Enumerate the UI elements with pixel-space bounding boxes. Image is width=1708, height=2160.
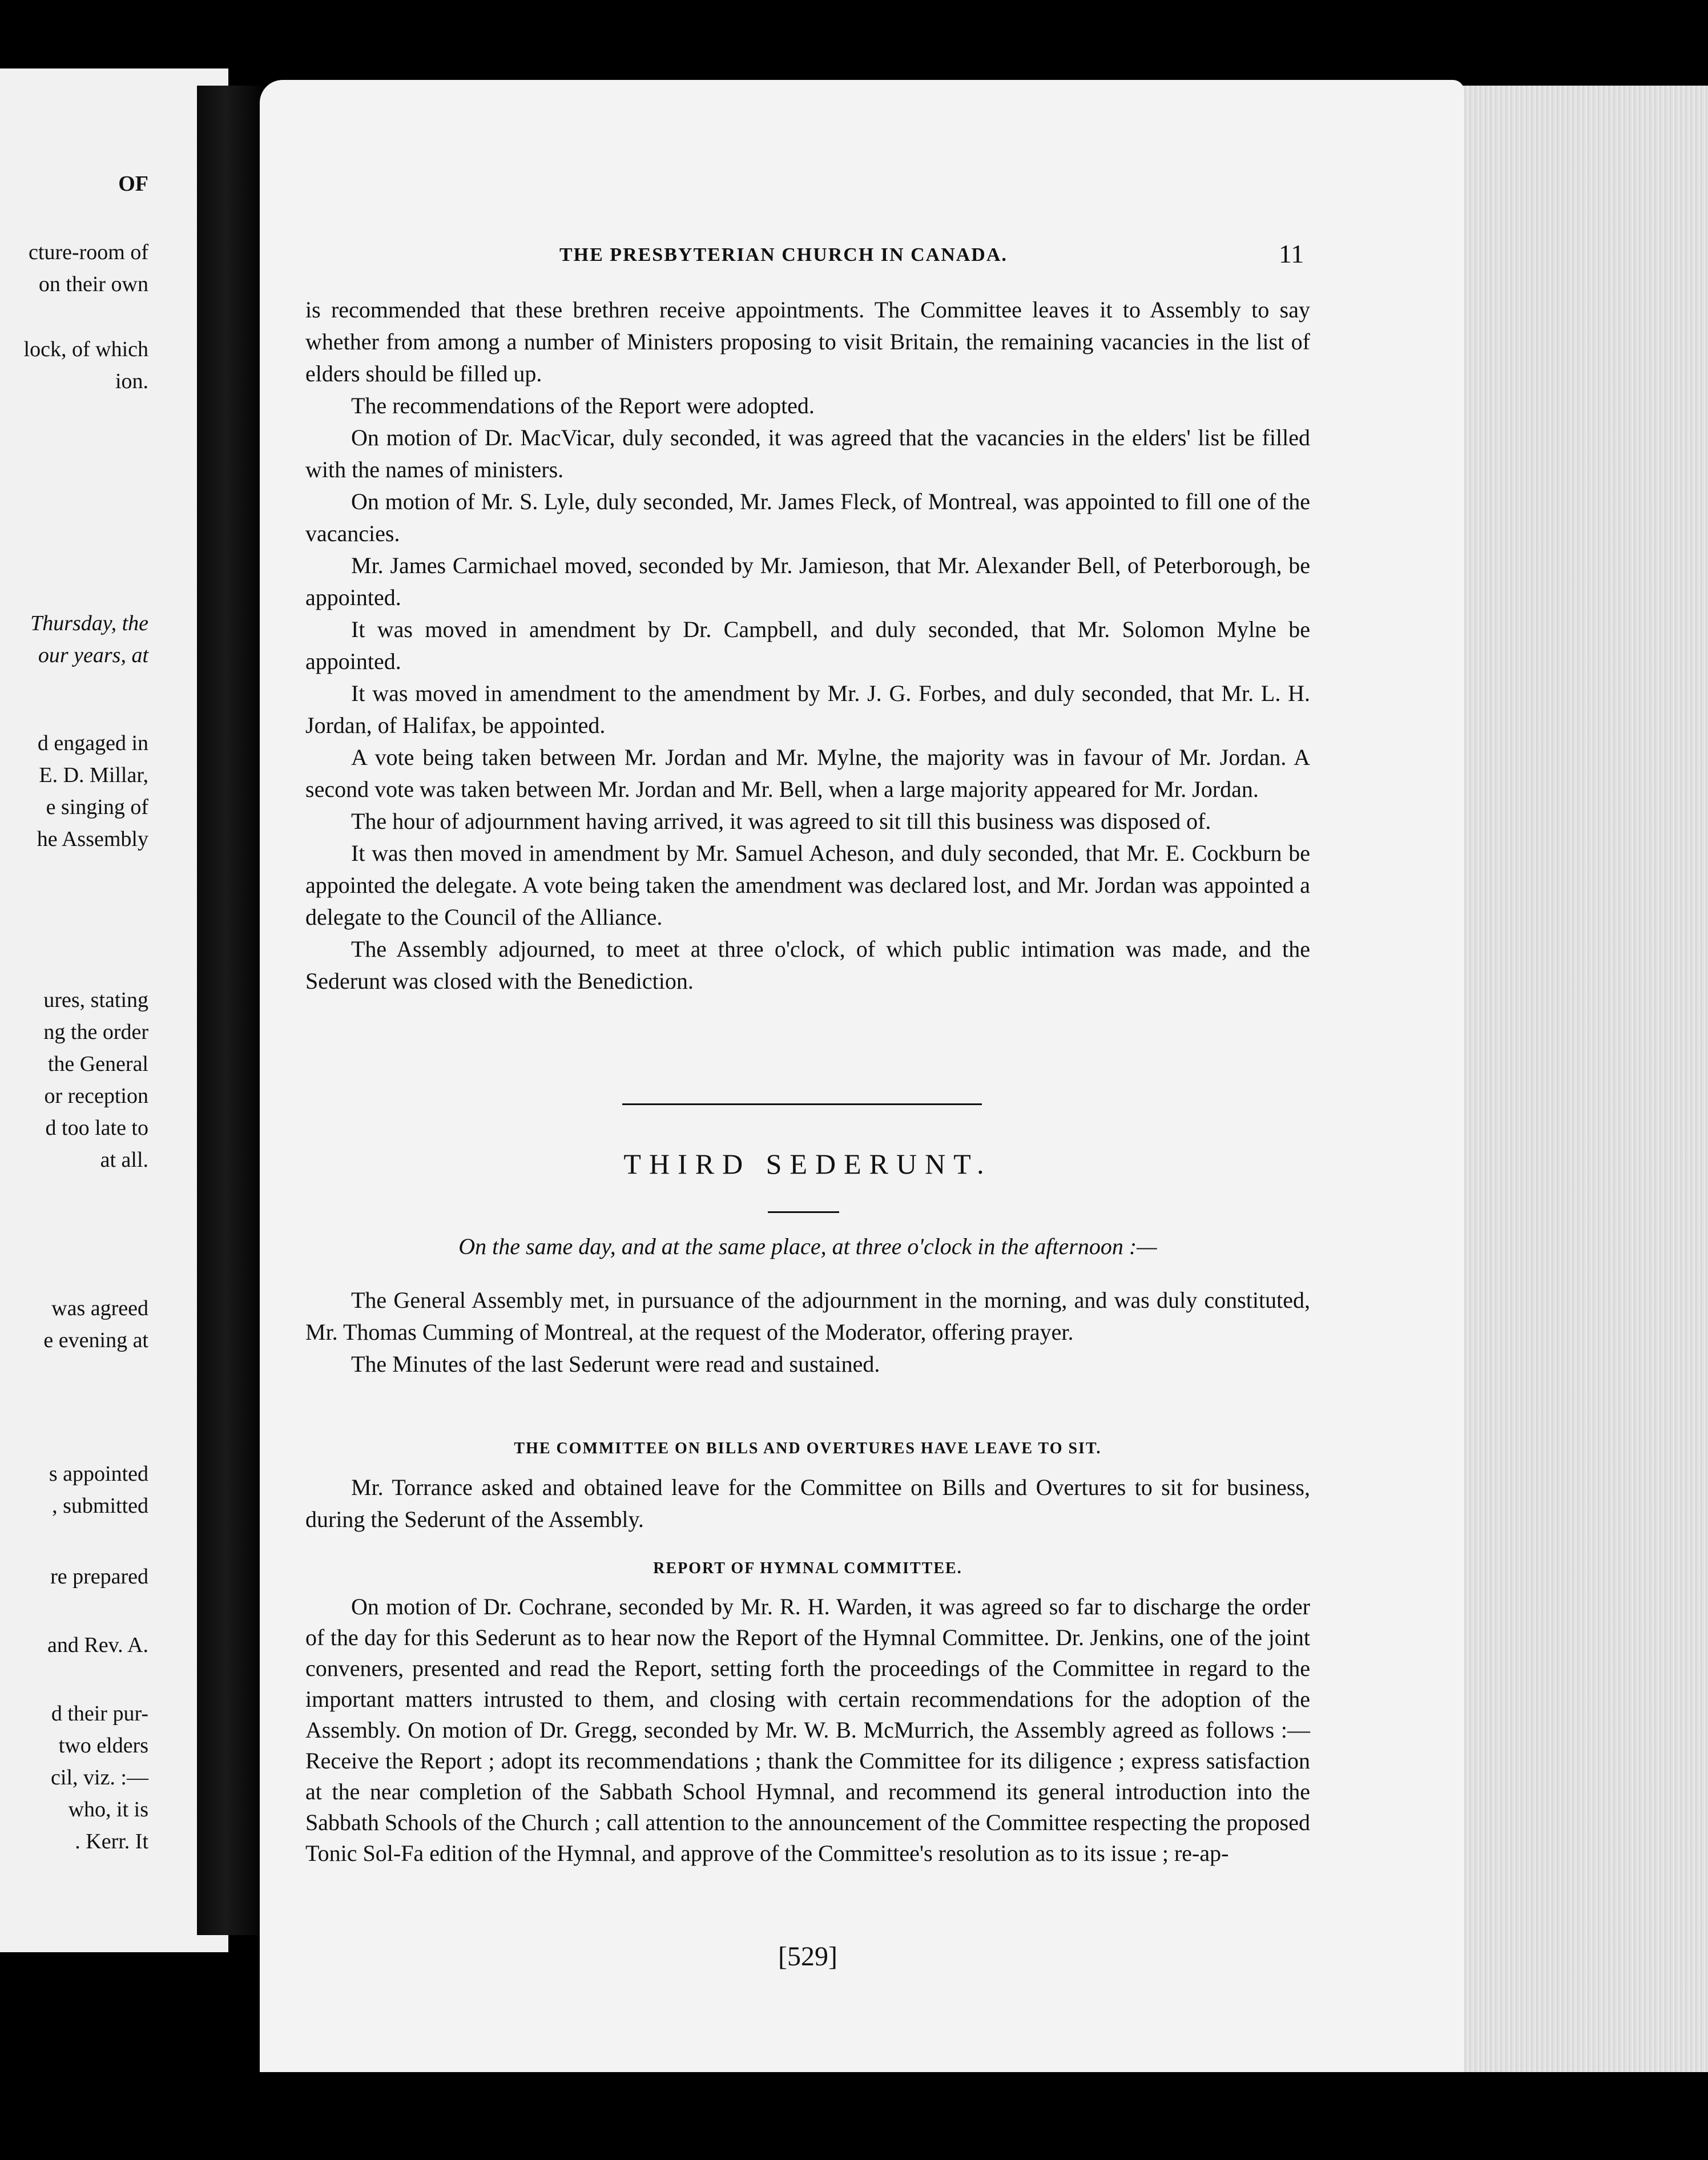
facing-page-fragment: d too late to xyxy=(45,1116,148,1140)
facing-page-fragment: e evening at xyxy=(43,1328,148,1352)
paragraph: The hour of adjournment having arrived, it was agreed to sit till this business was disposed of. xyxy=(351,808,1211,834)
folio-number: [529] xyxy=(778,1941,837,1972)
page-edges xyxy=(1461,86,1708,2072)
section-hymnal-body xyxy=(305,1591,1310,1869)
facing-page-fragment: re prepared xyxy=(50,1565,148,1589)
running-title: THE PRESBYTERIAN CHURCH IN CANADA. xyxy=(559,244,1008,265)
book-gutter xyxy=(197,86,268,1935)
paragraph: On motion of Dr. MacVicar, duly seconded, it was agreed that the vacancies in the elders' list be filled with the names of ministers. xyxy=(305,425,1310,482)
paragraph: A vote being taken between Mr. Jordan and Mr. Mylne, the majority was in favour of Mr. Jordan. A second vote was taken between Mr. Jordan and Mr. Bell, when a large majority appeared for Mr. Jordan. xyxy=(305,744,1310,802)
paragraph: Mr. Torrance asked and obtained leave for the Committee on Bills and Overtures to sit for business, during the Sederunt of the Assembly. xyxy=(305,1474,1310,1532)
mid-paragraphs xyxy=(305,1284,1310,1380)
facing-page-fragment: cil, viz. :— xyxy=(51,1766,148,1790)
facing-page-fragment: at all. xyxy=(100,1148,148,1172)
facing-page-fragment: cture-room of xyxy=(29,240,148,264)
facing-page-left xyxy=(0,68,228,1952)
facing-page-fragment: two elders xyxy=(58,1734,148,1758)
facing-page-fragment: was agreed xyxy=(51,1296,148,1320)
facing-page-fragment: d their pur- xyxy=(51,1702,148,1726)
facing-page-fragment: on their own xyxy=(38,272,148,296)
sederunt-intro: On the same day, and at the same place, at three o'clock in the afternoon :— xyxy=(458,1234,1157,1259)
facing-page-fragment: . Kerr. It xyxy=(75,1829,148,1853)
paragraph: It was moved in amendment by Dr. Campbell, and duly seconded, that Mr. Solomon Mylne be appointed. xyxy=(305,616,1310,674)
facing-page-fragment: lock, of which xyxy=(23,337,148,361)
facing-page-fragment: Thursday, the xyxy=(30,611,148,635)
facing-page-fragment: ures, stating xyxy=(43,988,148,1012)
facing-page-fragment: OF xyxy=(118,172,148,196)
short-rule xyxy=(768,1211,839,1213)
facing-page-fragment: ng the order xyxy=(43,1020,148,1044)
facing-page-fragment: the General xyxy=(47,1052,148,1076)
section-heading-hymnal: REPORT OF HYMNAL COMMITTEE. xyxy=(653,1559,962,1577)
paragraph: The recommendations of the Report were adopted. xyxy=(351,393,815,418)
facing-page-fragment: our years, at xyxy=(38,643,148,667)
facing-page-fragment: who, it is xyxy=(68,1798,148,1822)
section-bills-body xyxy=(305,1472,1310,1536)
paragraph: The General Assembly met, in pursuance of the adjournment in the morning, and was duly constituted, Mr. Thomas Cumming of Montreal, at the request of the Moderator, offering prayer. xyxy=(305,1287,1310,1345)
paragraph: The Assembly adjourned, to meet at three o'clock, of which public intimation was made, and the Sederunt was closed with the Benediction. xyxy=(305,936,1310,994)
paragraph: It was moved in amendment to the amendment by Mr. J. G. Forbes, and duly seconded, that Mr. L. H. Jordan, of Halifax, be appointed. xyxy=(305,680,1310,738)
facing-page-fragment: and Rev. A. xyxy=(47,1633,148,1657)
paragraph: is recommended that these brethren receive appointments. The Committee leaves it to Assembly to say whether from among a number of Ministers proposing to visit Britain, the remaining vacancies in the list of elders should be filled up. xyxy=(305,297,1310,386)
facing-page-fragment: he Assembly xyxy=(37,827,148,851)
section-heading-bills: THE COMMITTEE ON BILLS AND OVERTURES HAVE LEAVE TO SIT. xyxy=(514,1440,1102,1457)
facing-page-fragment: e singing of xyxy=(46,795,148,819)
facing-page-fragment: s appointed xyxy=(49,1462,148,1486)
page-number: 11 xyxy=(1279,239,1304,268)
paragraph: It was then moved in amendment by Mr. Samuel Acheson, and duly seconded, that Mr. E. Cockburn be appointed the delegate. A vote being taken the amendment was declared lost, and Mr. Jordan was appointed a delegate to the Council of the Alliance. xyxy=(305,840,1310,930)
facing-page-fragment: ion. xyxy=(115,369,148,393)
facing-page-fragment: , submitted xyxy=(52,1494,148,1518)
paragraph: On motion of Dr. Cochrane, seconded by Mr. R. H. Warden, it was agreed so far to discharge the order of the day for this Sederunt as to hear now the Report of the Hymnal Committee. Dr. Jenkins, one of the joint conveners, presented and read the Report, setting forth the proceedings of the Committee in regard to the important matters intrusted to them, and closing with certain recommendations for the adoption of the Assembly. On motion of Dr. Gregg, seconded by Mr. W. B. McMurrich, the Assembly agreed as follows :—Receive the Report ; adopt its recommendations ; thank the Committee for its diligence ; express satisfaction at the near completion of the Sabbath School Hymnal, and recommend its general introduction into the Sabbath Schools of the Church ; call attention to the announcement of the Committee respecting the proposed Tonic Sol-Fa edition of the Hymnal, and approve of the Committee's resolution as to its issue ; re-ap- xyxy=(305,1594,1310,1866)
top-paragraphs xyxy=(305,294,1310,997)
facing-page-fragment: or reception xyxy=(44,1084,148,1108)
facing-page-fragment: d engaged in xyxy=(37,731,148,755)
paragraph: On motion of Mr. S. Lyle, duly seconded, Mr. James Fleck, of Montreal, was appointed to fill one of the vacancies. xyxy=(305,489,1310,546)
paragraph: Mr. James Carmichael moved, seconded by Mr. Jamieson, that Mr. Alexander Bell, of Peterborough, be appointed. xyxy=(305,553,1310,610)
sederunt-heading: THIRD SEDERUNT. xyxy=(623,1148,992,1180)
facing-page-fragment: E. D. Millar, xyxy=(39,763,148,787)
paragraph: The Minutes of the last Sederunt were read and sustained. xyxy=(351,1351,880,1377)
section-divider-rule xyxy=(622,1103,982,1105)
